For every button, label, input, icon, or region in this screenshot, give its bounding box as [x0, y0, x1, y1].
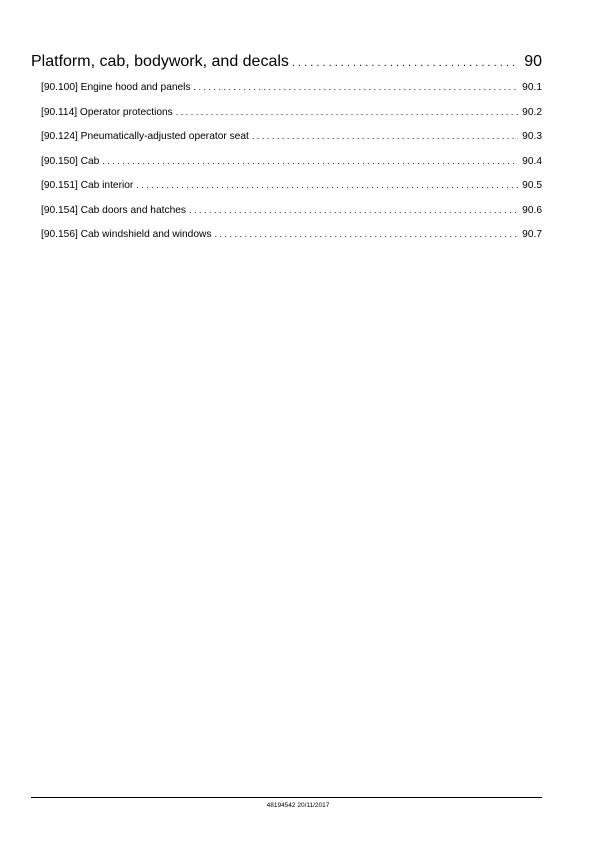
toc-entry-label: [90.114] Operator protections — [41, 106, 173, 118]
toc-entry-label: [90.154] Cab doors and hatches — [41, 204, 186, 216]
toc-entry[interactable] — [41, 179, 542, 204]
toc-entry-page: 90.7 — [522, 229, 542, 240]
toc-entry-page: 90.6 — [522, 204, 542, 216]
dot-leader — [136, 179, 518, 192]
dot-leader — [189, 204, 518, 217]
toc-entry[interactable] — [41, 106, 542, 131]
footer-divider — [31, 797, 542, 798]
dot-leader — [194, 81, 519, 94]
toc-section-title: Platform, cab, bodywork, and decals — [31, 53, 289, 70]
dot-leader — [252, 130, 518, 143]
toc-entry-page: 90.5 — [522, 180, 542, 191]
dot-leader — [176, 106, 518, 119]
toc-entry-label: [90.150] Cab — [41, 155, 100, 167]
toc-entry[interactable] — [41, 155, 542, 180]
toc-entry-list — [41, 81, 542, 253]
toc-section-page: 90 — [524, 53, 542, 70]
toc-entry-label: [90.100] Engine hood and panels — [41, 82, 191, 93]
dot-leader — [102, 155, 518, 168]
footer-document-id: 48194542 20/11/2017 — [266, 802, 330, 809]
toc-section-heading[interactable] — [31, 52, 542, 73]
toc-entry[interactable] — [41, 130, 542, 155]
toc-entry-page: 90.2 — [522, 106, 542, 118]
toc-entry[interactable] — [41, 228, 542, 253]
toc-entry-page: 90.3 — [522, 131, 542, 142]
toc-entry-page: 90.1 — [522, 82, 542, 93]
dot-leader — [214, 228, 518, 241]
dot-leader — [292, 53, 514, 73]
toc-entry[interactable] — [41, 81, 542, 106]
toc-entry-label: [90.151] Cab interior — [41, 180, 134, 191]
toc-entry[interactable] — [41, 204, 542, 229]
toc-entry-label: [90.124] Pneumatically-adjusted operator seat — [41, 131, 249, 142]
toc-entry-label: [90.156] Cab windshield and windows — [41, 229, 212, 240]
toc-entry-page: 90.4 — [522, 155, 542, 167]
